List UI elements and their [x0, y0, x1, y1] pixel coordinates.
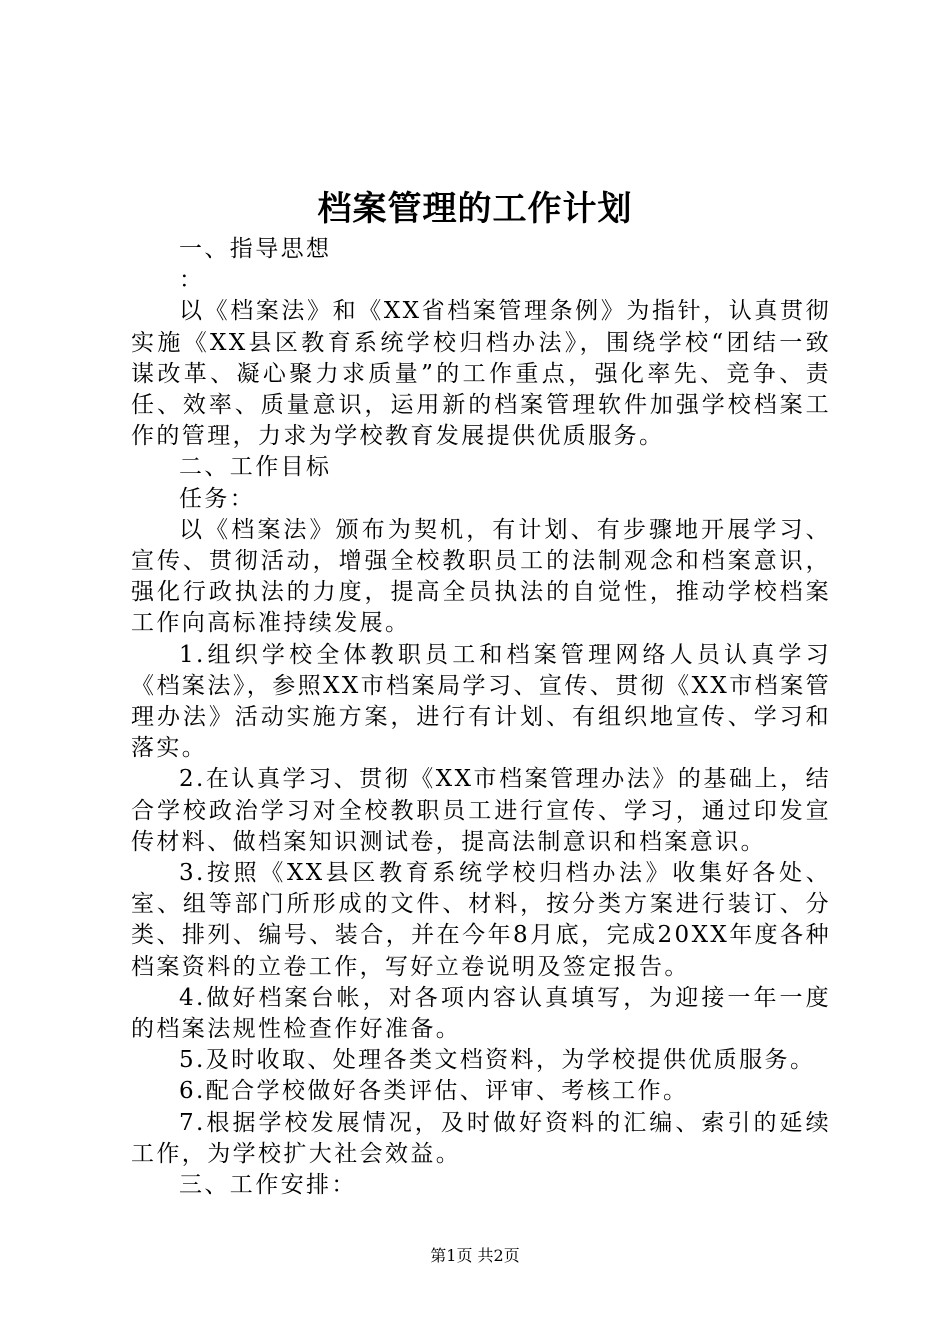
list-item-3: 3.按照《XX县区教育系统学校归档办法》收集好各处、室、组等部门所形成的文件、材料，按分类方案进行装订、分类、排列、编号、装合，并在今年8月底，完成20XX年度各种档案资料的立卷工作，写好立卷说明及签定报告。: [131, 860, 831, 980]
page-footer: 第1页 共2页: [430, 1246, 520, 1265]
list-item-1: 1.组织学校全体教职员工和档案管理网络人员认真学习《档案法》，参照XX市档案局学习、宣传、贯彻《XX市档案管理办法》活动实施方案，进行有计划、有组织地宣传、学习和落实。: [131, 641, 831, 762]
list-item-4: 4.做好档案台帐，对各项内容认真填写，为迎接一年一度的档案法规性检查作好准备。: [131, 984, 831, 1043]
section-heading-work-arrangement: 三、工作安排：: [179, 1172, 357, 1199]
section-heading-guiding-ideology: 一、指导思想: [179, 236, 332, 262]
subheading-tasks: 任务：: [179, 485, 256, 512]
list-item-7: 7.根据学校发展情况，及时做好资料的汇编、索引的延续工作，为学校扩大社会效益。: [131, 1109, 831, 1167]
paragraph-tasks-intro: 以《档案法》颁布为契机，有计划、有步骤地开展学习、宣传、贯彻活动，增强全校教职员工的法制观念和档案意识，强化行政执法的力度，提高全员执法的自觉性，推动学校档案工作向高标准持续发展。: [131, 516, 831, 637]
list-item-6: 6.配合学校做好各类评估、评审、考核工作。: [179, 1078, 689, 1105]
section-heading-work-goals: 二、工作目标: [179, 454, 332, 481]
list-item-5: 5.及时收取、处理各类文档资料，为学校提供优质服务。: [179, 1047, 816, 1074]
document-body: [131, 234, 831, 1201]
document-title: 档案管理的工作计划: [317, 189, 633, 229]
list-item-2: 2.在认真学习、贯彻《XX市档案管理办法》的基础上，结合学校政治学习对全校教职员工进行宣传、学习，通过印发宣传材料、做档案知识测试卷，提高法制意识和档案意识。: [131, 766, 831, 855]
colon-line: ：: [179, 267, 205, 294]
paragraph-guiding-ideology: 以《档案法》和《XX省档案管理条例》为指针，认真贯彻实施《XX县区教育系统学校归档办法》，围绕学校“团结一致谋改革、凝心聚力求质量”的工作重点，强化率先、竞争、责任、效率、质量意识，运用新的档案管理软件加强学校档案工作的管理，力求为学校教育发展提供优质服务。: [131, 298, 831, 450]
